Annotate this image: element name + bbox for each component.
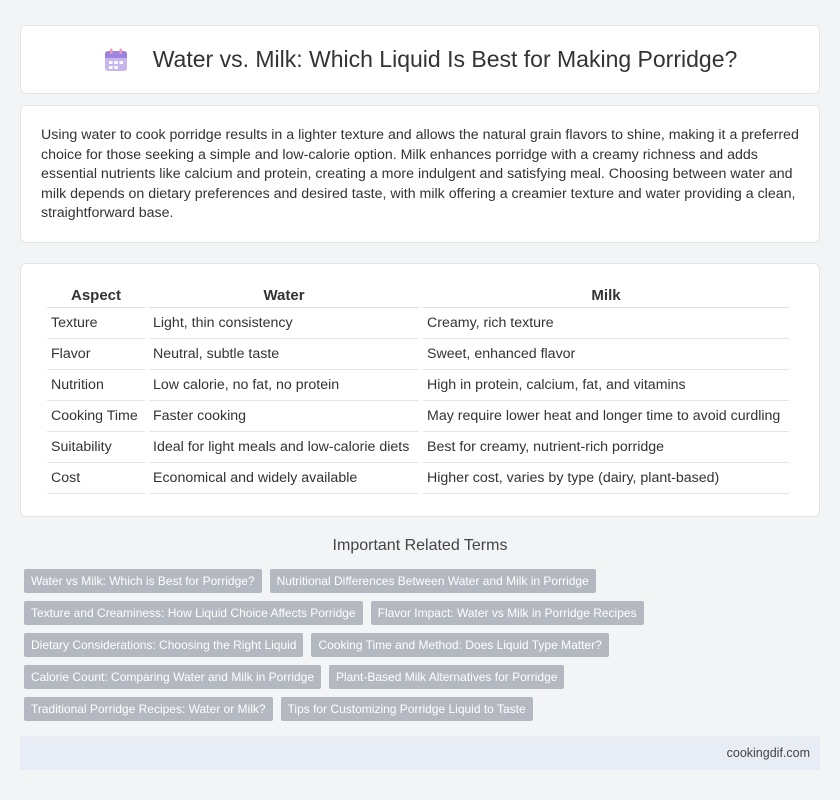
related-tag[interactable]: Flavor Impact: Water vs Milk in Porridge Recipes [371, 601, 644, 625]
related-tag[interactable]: Plant-Based Milk Alternatives for Porridge [329, 665, 564, 689]
cell-water: Economical and widely available [149, 463, 419, 494]
table-row [47, 339, 789, 370]
cell-water: Light, thin consistency [149, 308, 419, 339]
table-row [47, 432, 789, 463]
header-water: Water [149, 284, 419, 308]
cell-aspect: Cost [47, 463, 145, 494]
related-tags [24, 569, 824, 729]
related-tag[interactable]: Nutritional Differences Between Water and Milk in Porridge [270, 569, 596, 593]
cell-milk: Creamy, rich texture [423, 308, 789, 339]
related-tag[interactable]: Traditional Porridge Recipes: Water or Milk? [24, 697, 273, 721]
cell-aspect: Nutrition [47, 370, 145, 401]
cell-milk: Higher cost, varies by type (dairy, plant-based) [423, 463, 789, 494]
table-row [47, 463, 789, 494]
cell-aspect: Flavor [47, 339, 145, 370]
table-row [47, 370, 789, 401]
cell-water: Neutral, subtle taste [149, 339, 419, 370]
intro-card [20, 105, 820, 243]
cell-milk: Best for creamy, nutrient-rich porridge [423, 432, 789, 463]
cell-milk: Sweet, enhanced flavor [423, 339, 789, 370]
related-tag[interactable]: Tips for Customizing Porridge Liquid to Taste [281, 697, 533, 721]
related-tag[interactable]: Calorie Count: Comparing Water and Milk in Porridge [24, 665, 321, 689]
cell-aspect: Texture [47, 308, 145, 339]
table-row [47, 401, 789, 432]
cell-milk: May require lower heat and longer time to avoid curdling [423, 401, 789, 432]
intro-text: Using water to cook porridge results in a lighter texture and allows the natural grain flavors to shine, making it a preferred choice for those seeking a simple and low-calorie option. Milk enhances porridge with a creamy richness and adds essential nutrients like calcium and protein, creating a more indulgent and satisfying meal. Choosing between water and milk depends on dietary preferences and desired taste, with milk offering a creamier texture and water providing a clean, straightforward base. [41, 127, 799, 221]
related-terms-heading: Important Related Terms [332, 537, 508, 554]
related-tag[interactable]: Water vs Milk: Which is Best for Porridge? [24, 569, 262, 593]
related-tag[interactable]: Dietary Considerations: Choosing the Right Liquid [24, 633, 303, 657]
related-tag[interactable]: Cooking Time and Method: Does Liquid Type Matter? [311, 633, 608, 657]
header-aspect: Aspect [47, 284, 145, 308]
title-card [20, 25, 820, 94]
table-row [47, 308, 789, 339]
header-milk: Milk [423, 284, 789, 308]
calendar-icon [103, 47, 129, 73]
cell-aspect: Suitability [47, 432, 145, 463]
cell-water: Low calorie, no fat, no protein [149, 370, 419, 401]
related-tag[interactable]: Texture and Creaminess: How Liquid Choice Affects Porridge [24, 601, 363, 625]
footer-site-link[interactable]: cookingdif.com [726, 746, 810, 760]
table-header-row [47, 284, 789, 308]
cell-aspect: Cooking Time [47, 401, 145, 432]
page-title: Water vs. Milk: Which Liquid Is Best for Making Porridge? [152, 46, 738, 72]
cell-water: Ideal for light meals and low-calorie diets [149, 432, 419, 463]
footer [20, 736, 820, 770]
cell-water: Faster cooking [149, 401, 419, 432]
comparison-table-card [20, 263, 820, 517]
comparison-table [43, 284, 793, 494]
cell-milk: High in protein, calcium, fat, and vitamins [423, 370, 789, 401]
